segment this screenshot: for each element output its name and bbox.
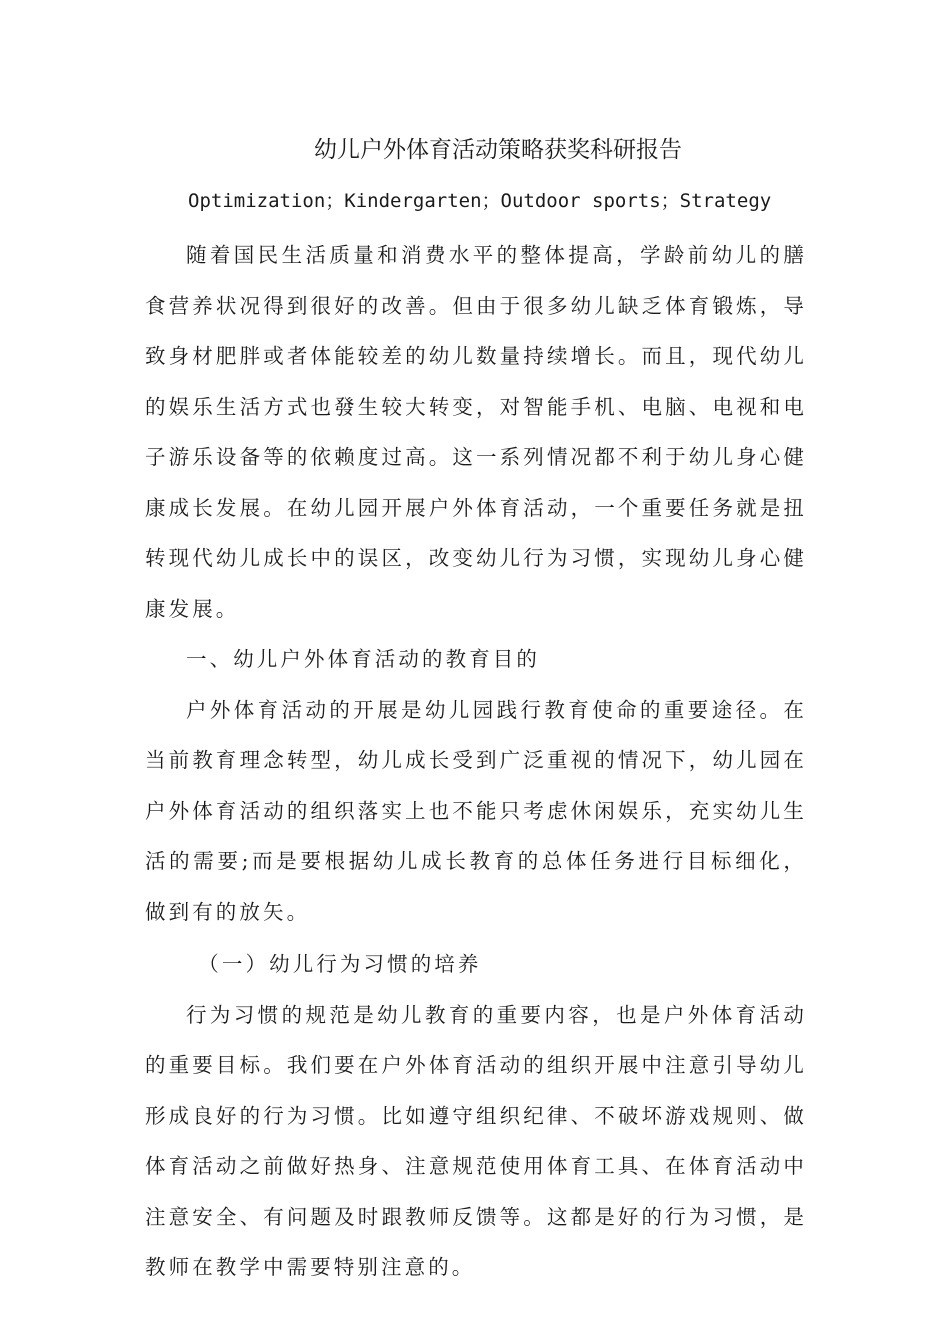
intro-paragraph: 随着国民生活质量和消费水平的整体提高，学龄前幼儿的膳食营养状况得到很好的改善。但由于很多幼儿缺乏体育锻炼，导致身材肥胖或者体能较差的幼儿数量持续增长。而且，现代幼儿的娱乐生活方式也發生较大转变，对智能手机、电脑、电视和电子游乐设备等的依赖度过高。这一系列情况都不利于幼儿身心健康成长发展。在幼儿园开展户外体育活动，一个重要任务就是扭转现代幼儿成长中的误区，改变幼儿行为习惯，实现幼儿身心健康发展。: [145, 243, 807, 621]
section-heading: 一、幼儿户外体育活动的教育目的: [186, 647, 540, 671]
section-paragraph: 户外体育活动的开展是幼儿园践行教育使命的重要途径。在当前教育理念转型，幼儿成长受到广泛重视的情况下，幼儿园在户外体育活动的组织落实上也不能只考虑休闲娱乐，充实幼儿生活的需要;而是要根据幼儿成长教育的总体任务进行目标细化，做到有的放矢。: [145, 697, 807, 924]
subsection-paragraph: 行为习惯的规范是幼儿教育的重要内容，也是户外体育活动的重要目标。我们要在户外体育活动的组织开展中注意引导幼儿形成良好的行为习惯。比如遵守组织纪律、不破坏游戏规则、做体育活动之前做好热身、注意规范使用体育工具、在体育活动中注意安全、有问题及时跟教师反馈等。这都是好的行为习惯，是教师在教学中需要特别注意的。: [145, 1002, 807, 1279]
keywords-line: Optimization；Kindergarten；Outdoor sports；Strategy: [188, 190, 772, 212]
document-body: [145, 230, 807, 1293]
subsection-heading: （一）幼儿行为习惯的培养: [198, 952, 482, 976]
document-title: 幼儿户外体育活动策略获奖科研报告: [314, 137, 682, 163]
